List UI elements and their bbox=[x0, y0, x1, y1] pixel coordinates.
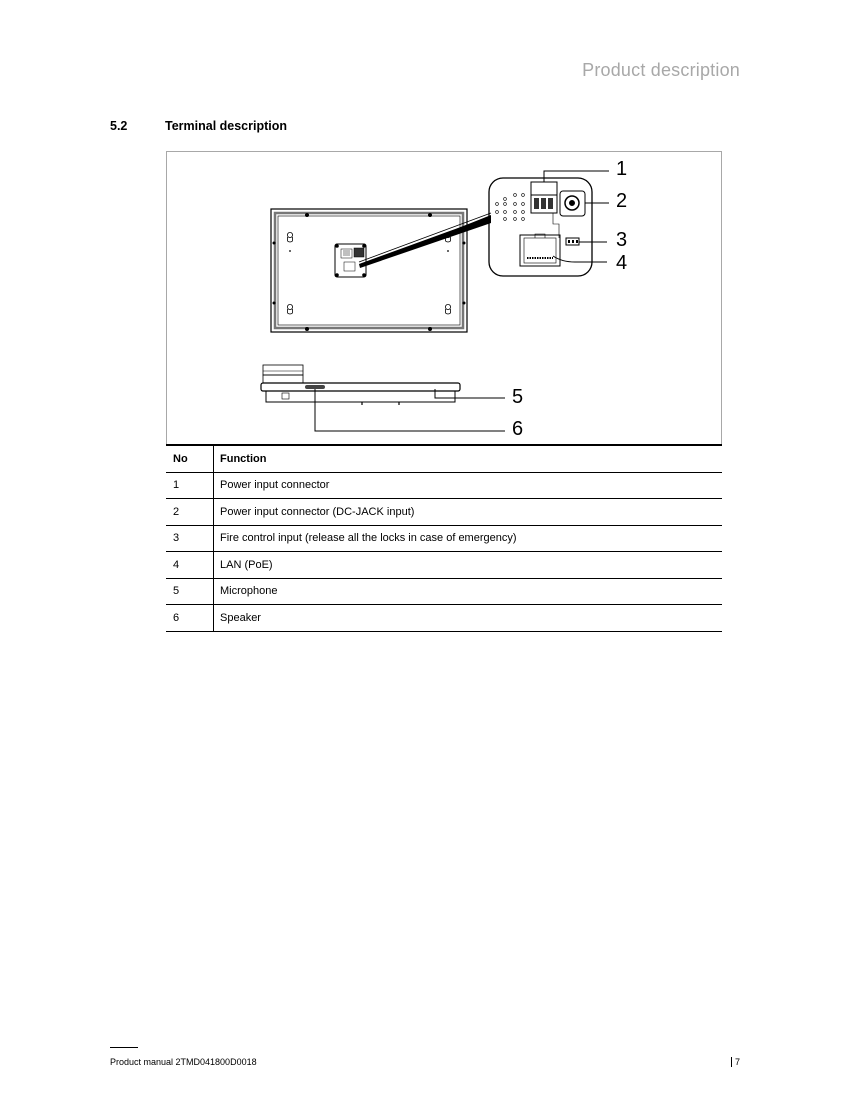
table-row bbox=[166, 578, 722, 605]
row-function: Fire control input (release all the locks in case of emergency) bbox=[214, 525, 723, 552]
row-number: 2 bbox=[166, 499, 214, 526]
footer-rule bbox=[110, 1047, 138, 1048]
table-header-row bbox=[166, 445, 722, 472]
row-number: 4 bbox=[166, 552, 214, 579]
row-number: 6 bbox=[166, 605, 214, 632]
section-number: 5.2 bbox=[110, 119, 128, 133]
column-header-no: No bbox=[166, 445, 214, 472]
terminal-function-table bbox=[166, 444, 722, 632]
row-number: 3 bbox=[166, 525, 214, 552]
table-row bbox=[166, 525, 722, 552]
callout-4-label: 4 bbox=[616, 252, 628, 274]
row-function: Power input connector (DC-JACK input) bbox=[214, 499, 723, 526]
row-function: Power input connector bbox=[214, 472, 723, 499]
section-title: Terminal description bbox=[165, 119, 288, 133]
callout-leaders-bottom bbox=[315, 389, 505, 431]
row-number: 1 bbox=[166, 472, 214, 499]
device-rear-view bbox=[271, 209, 491, 332]
callout-3-label: 3 bbox=[616, 229, 628, 251]
row-number: 5 bbox=[166, 578, 214, 605]
row-function: LAN (PoE) bbox=[214, 552, 723, 579]
footer-page-number bbox=[731, 1057, 740, 1067]
callout-1-label: 1 bbox=[616, 158, 628, 180]
chapter-title: Product description bbox=[582, 60, 740, 80]
table-row bbox=[166, 472, 722, 499]
terminal-diagram-drawing bbox=[167, 152, 723, 445]
callout-5-label: 5 bbox=[512, 386, 524, 408]
callout-2-label: 2 bbox=[616, 190, 628, 212]
terminal-diagram bbox=[166, 151, 722, 444]
table-row bbox=[166, 499, 722, 526]
footer-document-id: Product manual 2TMD041800D0018 bbox=[110, 1057, 257, 1067]
callout-6-label: 6 bbox=[512, 418, 524, 440]
table-row bbox=[166, 605, 722, 632]
column-header-function: Function bbox=[214, 445, 723, 472]
row-function: Microphone bbox=[214, 578, 723, 605]
page-number: 7 bbox=[731, 1057, 740, 1067]
table-row bbox=[166, 552, 722, 579]
terminal-zoom-view bbox=[489, 178, 592, 276]
device-side-view bbox=[261, 365, 460, 405]
row-function: Speaker bbox=[214, 605, 723, 632]
